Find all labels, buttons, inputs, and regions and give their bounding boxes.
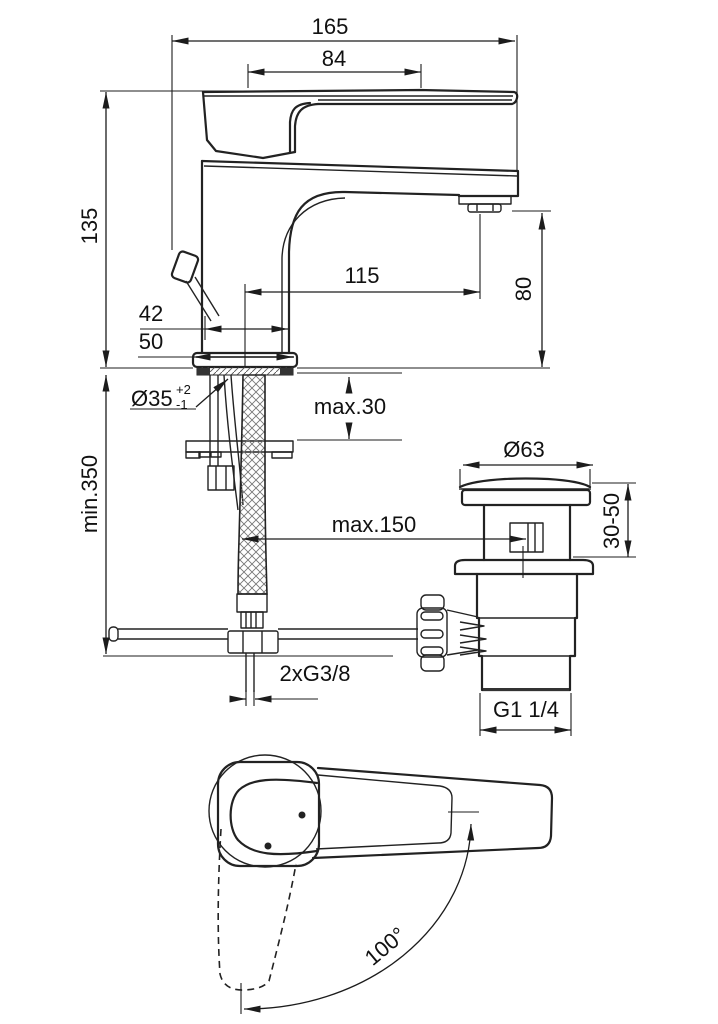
dim-max150-label: max.150 xyxy=(331,512,417,537)
waste-tailpipe xyxy=(477,574,577,691)
dim-165-label: 165 xyxy=(311,14,349,39)
dim-3050-label: 30-50 xyxy=(599,492,624,550)
dim-max30-label: max.30 xyxy=(313,394,387,419)
handle-collar-circle xyxy=(209,755,321,867)
dim-min350-label: min.350 xyxy=(77,454,102,534)
dim-135-label: 135 xyxy=(77,207,102,245)
gasket-end-right xyxy=(280,368,293,375)
dimension-labels xyxy=(77,14,624,970)
spout-body xyxy=(202,161,518,353)
aerator xyxy=(459,196,511,212)
dim-hole-tol-minus: -1 xyxy=(176,397,188,412)
handle-dot-1 xyxy=(299,812,306,819)
handle-lever-side xyxy=(203,90,517,152)
dim-supply-label: 2xG3/8 xyxy=(279,661,351,686)
waste-upper-body xyxy=(484,505,570,560)
gasket-end-left xyxy=(197,368,210,375)
dim-hole-label: Ø35 xyxy=(131,386,173,411)
pop-up-waste xyxy=(417,479,593,692)
hose-end-fitting xyxy=(228,594,278,692)
dim-hole-tol-plus: +2 xyxy=(176,382,191,397)
dim-50-label: 50 xyxy=(138,329,164,354)
dim-42-label: 42 xyxy=(138,301,164,326)
lever-tilted-position xyxy=(171,250,219,321)
faucet-side-view xyxy=(100,90,550,375)
dim-84-label: 84 xyxy=(321,46,347,71)
waste-cap xyxy=(460,479,590,506)
dim-80-label: 80 xyxy=(511,276,536,302)
dim-angle-label: 100° xyxy=(359,922,411,971)
handle-top-view xyxy=(209,755,552,1014)
waste-lower-flange xyxy=(455,560,593,574)
dim-waste-label: G1 1/4 xyxy=(492,697,560,722)
countertop-lines xyxy=(100,368,550,373)
supply-hose-braided xyxy=(238,375,267,594)
lever-outline-top xyxy=(313,768,552,858)
lever-inner-line xyxy=(316,775,452,849)
dim-63-label: Ø63 xyxy=(503,437,545,462)
handle-dot-2 xyxy=(265,843,272,850)
dim-115-label: 115 xyxy=(344,263,380,288)
pop-up-rod xyxy=(109,627,418,641)
handle-cap-side xyxy=(203,92,295,158)
mounting-nut xyxy=(208,466,234,490)
mounting-bracket xyxy=(186,441,293,458)
knurled-tee-nut xyxy=(417,595,486,671)
